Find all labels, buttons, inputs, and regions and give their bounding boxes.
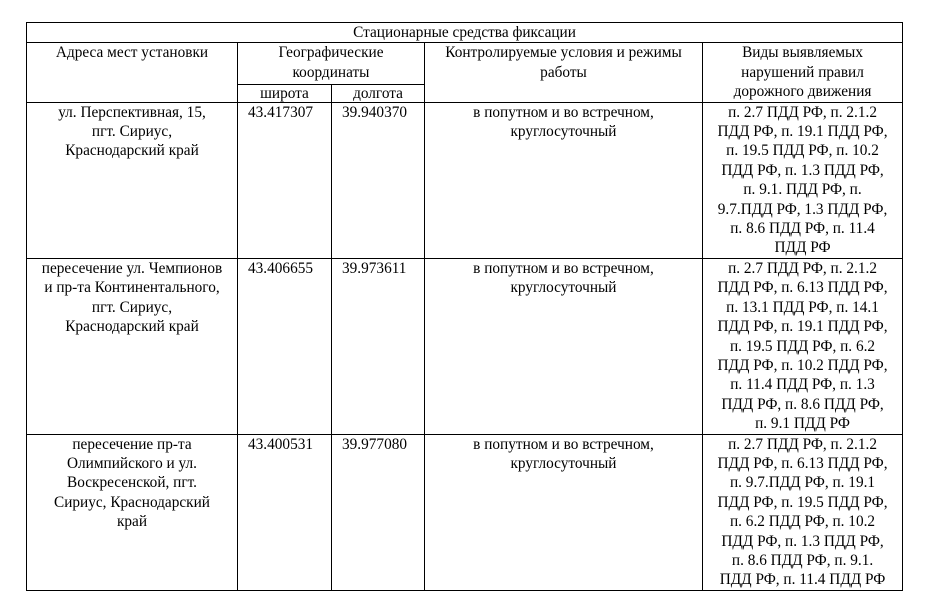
conditions-cell: в попутном и во встречном, круглосуточный (425, 434, 703, 590)
table-title-row (27, 23, 903, 43)
fixation-table (26, 22, 903, 591)
header-row (27, 43, 903, 84)
header-longitude: долгота (332, 84, 425, 102)
header-violations: Виды выявляемых нарушений правил дорожного движения (703, 43, 903, 102)
table-row (27, 434, 903, 590)
longitude-cell: 39.973611 (332, 258, 425, 434)
header-address: Адреса мест установки (27, 43, 238, 102)
latitude-cell: 43.406655 (238, 258, 332, 434)
longitude-cell: 39.977080 (332, 434, 425, 590)
header-coordinates: Географические координаты (238, 43, 425, 84)
table-row (27, 258, 903, 434)
address-cell: ул. Перспективная, 15, пгт. Сириус, Краснодарский край (27, 102, 238, 258)
violations-cell: п. 2.7 ПДД РФ, п. 2.1.2 ПДД РФ, п. 6.13 ПДД РФ, п. 13.1 ПДД РФ, п. 14.1 ПДД РФ, п. 19.1 ПДД РФ, п. 19.5 ПДД РФ, п. 6.2 ПДД РФ, п. 10.2 ПДД РФ, п. 11.4 ПДД РФ, п. 1.3 ПДД РФ, п. 8.6 ПДД РФ, п. 9.1 ПДД РФ (703, 258, 903, 434)
header-conditions: Контролируемые условия и режимы работы (425, 43, 703, 102)
longitude-cell: 39.940370 (332, 102, 425, 258)
conditions-cell: в попутном и во встречном, круглосуточный (425, 102, 703, 258)
table-title: Стационарные средства фиксации (27, 23, 903, 43)
address-cell: пересечение пр-та Олимпийского и ул. Воскресенской, пгт. Сириус, Краснодарский край (27, 434, 238, 590)
header-latitude: широта (238, 84, 332, 102)
conditions-cell: в попутном и во встречном, круглосуточный (425, 258, 703, 434)
address-cell: пересечение ул. Чемпионов и пр-та Континентального, пгт. Сириус, Краснодарский край (27, 258, 238, 434)
latitude-cell: 43.400531 (238, 434, 332, 590)
violations-cell: п. 2.7 ПДД РФ, п. 2.1.2 ПДД РФ, п. 6.13 ПДД РФ, п. 9.7.ПДД РФ, п. 19.1 ПДД РФ, п. 19.5 ПДД РФ, п. 6.2 ПДД РФ, п. 10.2 ПДД РФ, п. 1.3 ПДД РФ, п. 8.6 ПДД РФ, п. 9.1. ПДД РФ, п. 11.4 ПДД РФ (703, 434, 903, 590)
violations-cell: п. 2.7 ПДД РФ, п. 2.1.2 ПДД РФ, п. 19.1 ПДД РФ, п. 19.5 ПДД РФ, п. 10.2 ПДД РФ, п. 1.3 ПДД РФ, п. 9.1. ПДД РФ, п. 9.7.ПДД РФ, 1.3 ПДД РФ, п. 8.6 ПДД РФ, п. 11.4 ПДД РФ (703, 102, 903, 258)
latitude-cell: 43.417307 (238, 102, 332, 258)
table-row (27, 102, 903, 258)
